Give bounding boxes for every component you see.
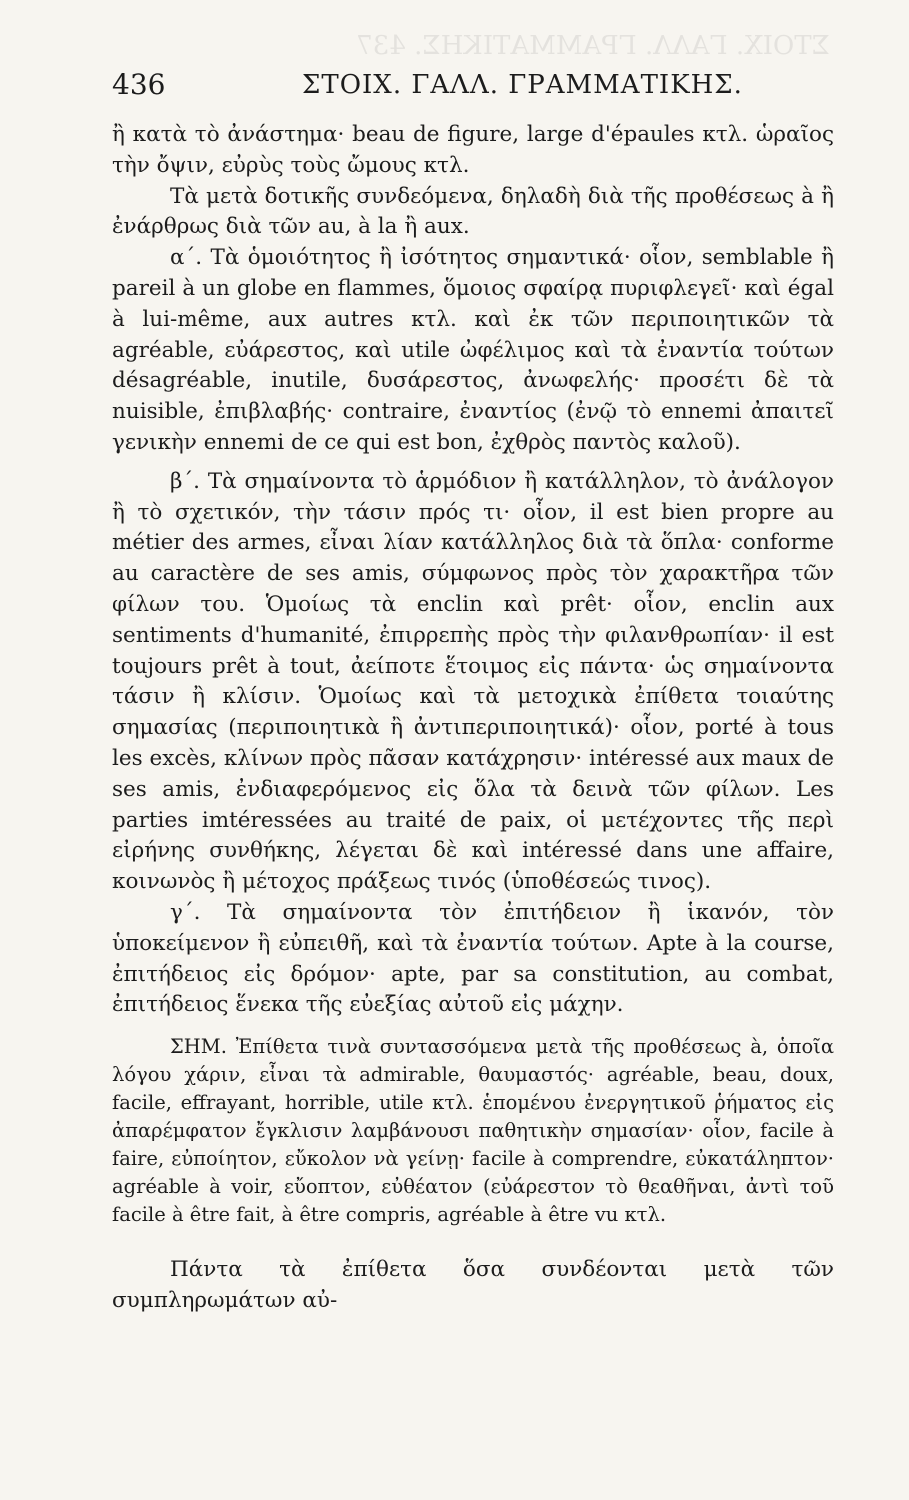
paragraph-final-line: Πάντα τὰ ἐπίθετα ὅσα συνδέονται μετὰ τῶν συμπληρωμάτων αὐ-	[112, 1257, 834, 1313]
page-body	[112, 120, 834, 1317]
paragraph-continuation: ἢ κατὰ τὸ ἀνάστημα· beau de figure, large d'épaules κτλ. ὡραῖος τὴν ὄψιν, εὐρὺς τοὺς ὤμους κτλ.	[112, 122, 834, 178]
page-header	[112, 68, 830, 108]
footnote-remark: ΣΗΜ. Ἐπίθετα τινὰ συντασσόμενα μετὰ τῆς προθέσεως à, ὁποῖα λόγου χάριν, εἶναι τὰ admirable, θαυμαστός· agréable, beau, doux, facile, effrayant, horrible, utile κτλ. ἑπομένου ἐνεργητικοῦ ῥήματος εἰς ἀπαρέμφατον ἔγκλισιν λαμβάνουσι παθητικὴν σημασίαν· οἷον, facile à faire, εὐποίητον, εὔκολον νὰ γείνῃ· facile à comprendre, εὐκατάληπτον· agréable à voir, εὔοπτον, εὐθέατον (εὐάρεστον τὸ θεαθῆναι, ἀντὶ τοῦ facile à être fait, à être compris, agréable à être vu κτλ.	[112, 1035, 834, 1227]
running-title: ΣΤΟΙΧ. ΓΑΛΛ. ΓΡΑΜΜΑΤΙΚΗΣ.	[302, 70, 743, 100]
paragraph-beta: β΄. Τὰ σημαίνοντα τὸ ἁρμόδιον ἢ κατάλληλον, τὸ ἀνάλογον ἢ τὸ σχετικόν, τὴν τάσιν πρός τι· οἷον, il est bien propre au métier des armes, εἶναι λίαν κατάλληλος διὰ τὰ ὅπλα· conforme au caractère de ses amis, σύμφωνος πρὸς τὸν χαρακτῆρα τῶν φίλων του. Ὁμοίως τὰ enclin καὶ prêt· οἷον, enclin aux sentiments d'humanité, ἐπιρρεπὴς πρὸς τὴν φιλανθρωπίαν· il est toujours prêt à tout, ἀείποτε ἕτοιμος εἰς πάντα· ὡς σημαίνοντα τάσιν ἢ κλίσιν. Ὁμοίως καὶ τὰ μετοχικὰ ἐπίθετα τοιαύτης σημασίας (περιποιητικὰ ἢ ἀντιπεριποιητικά)· οἷον, porté à tous les excès, κλίνων πρὸς πᾶσαν κατάχρησιν· intéressé aux maux de ses amis, ἐνδιαφερόμενος εἰς ὅλα τὰ δεινὰ τῶν φίλων. Les parties imtéressées au traité de paix, οἱ μετέχοντες τῆς περὶ εἰρήνης συνθήκης, λέγεται δὲ καὶ intéressé dans une affaire, κοινωνὸς ἢ μέτοχος πράξεως τινός (ὑποθέσεώς τινος).	[112, 468, 834, 895]
page-number: 436	[112, 68, 166, 101]
paragraph-alpha: α΄. Τὰ ὁμοιότητος ἢ ἰσότητος σημαντικά· οἷον, semblable ἢ pareil à un globe en flammes, ὅμοιος σφαίρᾳ πυριφλεγεῖ· καὶ égal à lui-même, aux autres κτλ. καὶ ἐκ τῶν περιποιητικῶν τὰ agréable, εὐάρεστος, καὶ utile ὠφέλιμος καὶ τὰ ἐναντία τούτων désagréable, inutile, δυσάρεστος, ἀνωφελής· προσέτι δὲ τὰ nuisible, ἐπιβλαβής· contraire, ἐναντίος (ἐνῷ τὸ ennemi ἀπαιτεῖ γενικὴν ennemi de ce qui est bon, ἐχθρὸς παντὸς καλοῦ).	[112, 245, 834, 455]
paragraph-dative: Τὰ μετὰ δοτικῆς συνδεόμενα, δηλαδὴ διὰ τῆς προθέσεως à ἢ ἐνάρθρως διὰ τῶν au, à la ἢ aux.	[112, 183, 834, 240]
paragraph-gamma: γ΄. Τὰ σημαίνοντα τὸν ἐπιτήδειον ἢ ἱκανόν, τὸν ὑποκείμενον ἢ εὐπειθῆ, καὶ τὰ ἐναντία τούτων. Apte à la course, ἐπιτήδειος εἰς δρόμον· apte, par sa constitution, au combat, ἐπιτήδειος ἕνεκα τῆς εὐεξίας αὐτοῦ εἰς μάχην.	[112, 899, 834, 1018]
bleed-through-text: ΣΤΟΙΧ. ΓΑΛΛ. ΓΡΑΜΜΑΤΙΚΗΣ. 437	[356, 31, 830, 61]
